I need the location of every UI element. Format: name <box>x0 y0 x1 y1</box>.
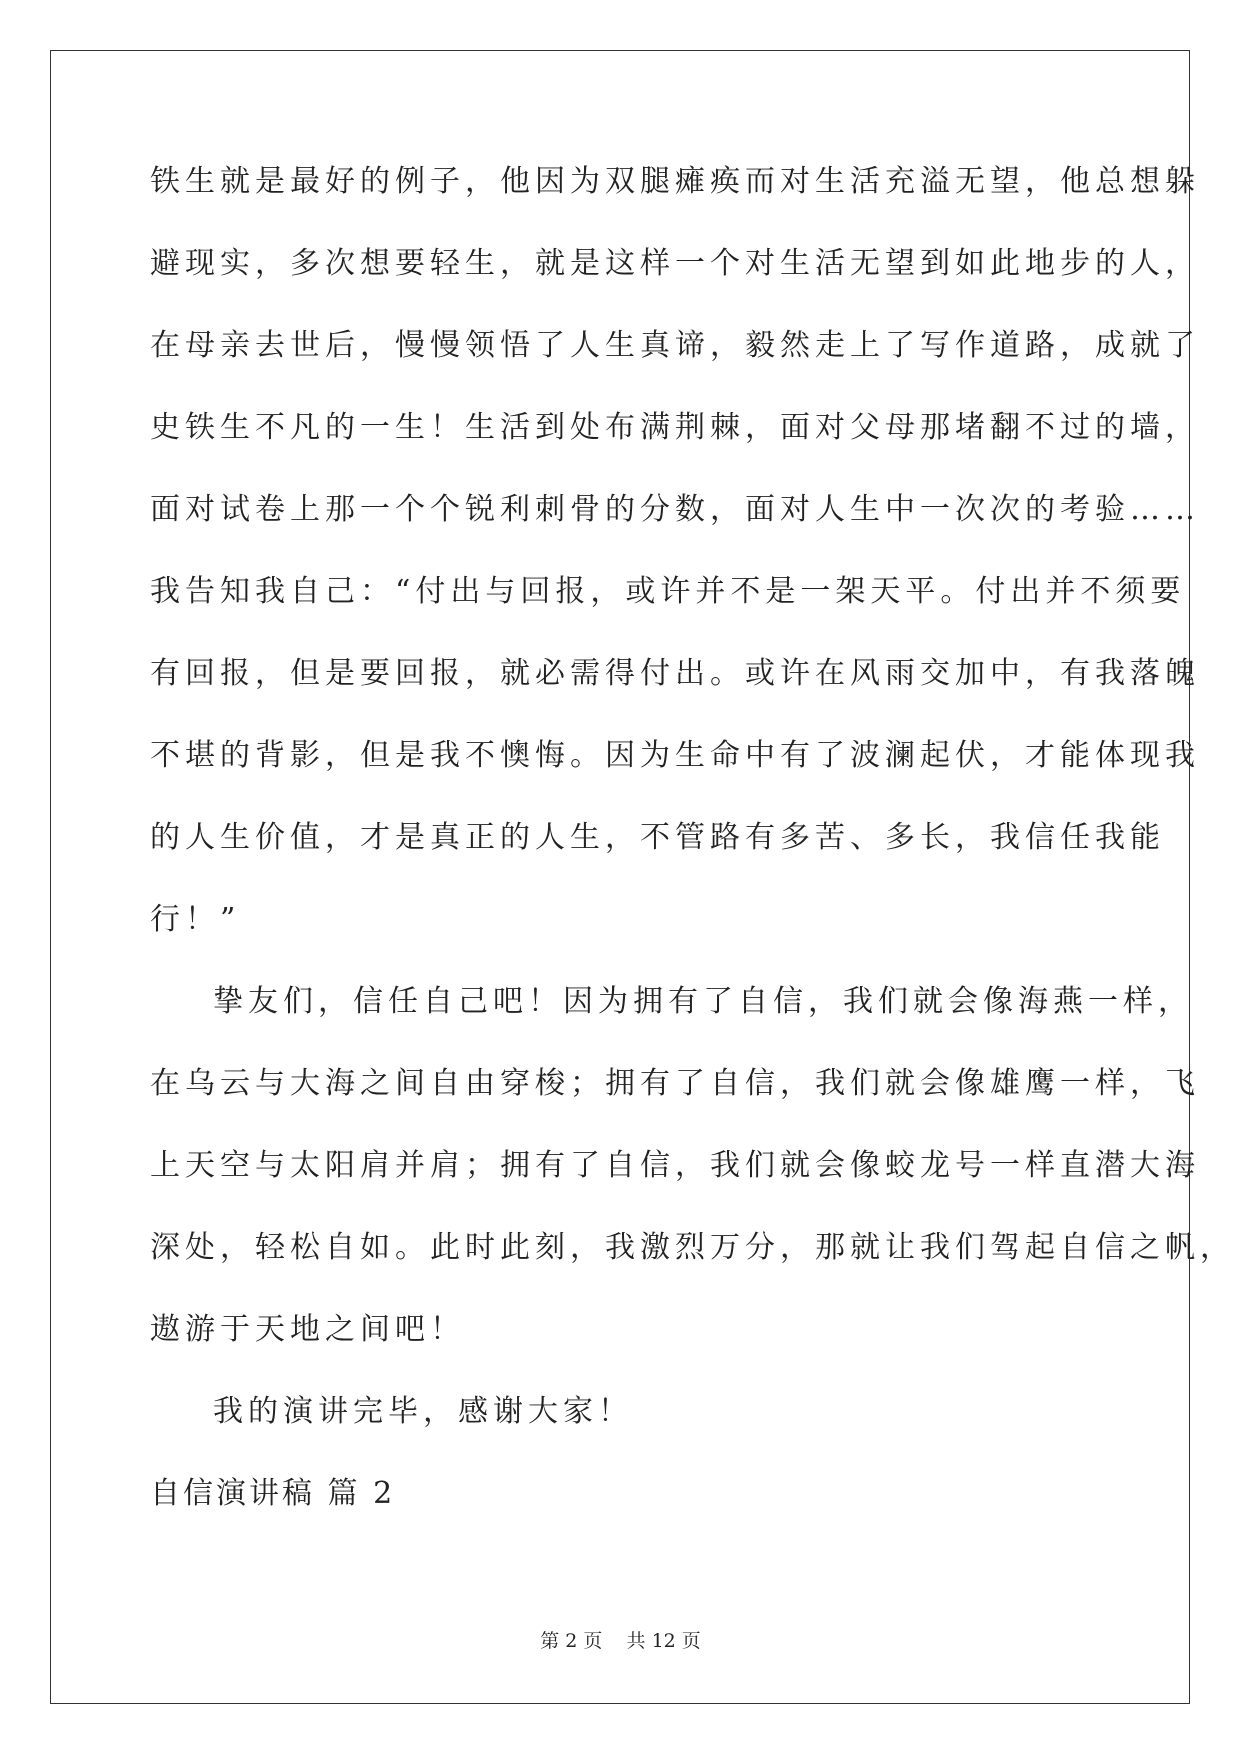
page-footer: 第 2 页 共 12 页 <box>540 1630 701 1652</box>
text-line: 上天空与太阳肩并肩；拥有了自信，我们就会像蛟龙号一样直潜大海 <box>150 1148 1200 1183</box>
text-line: 铁生就是最好的例子，他因为双腿瘫痪而对生活充溢无望，他总想躲 <box>150 164 1200 199</box>
text-line: 有回报，但是要回报，就必需得付出。或许在风雨交加中，有我落魄 <box>150 656 1200 691</box>
text-line: 深处，轻松自如。此时此刻，我激烈万分，那就让我们驾起自信之帆， <box>150 1230 1235 1265</box>
section-title: 自信演讲稿 篇 2 <box>150 1476 396 1511</box>
text-line: 行！” <box>150 902 241 937</box>
text-line: 我告知我自己：“付出与回报，或许并不是一架天平。付出并不须要 <box>150 574 1186 609</box>
text-line: 面对试卷上那一个个锐利刺骨的分数，面对人生中一次次的考验…… <box>150 492 1200 527</box>
text-line: 避现实，多次想要轻生，就是这样一个对生活无望到如此地步的人， <box>150 246 1200 281</box>
text-line: 的人生价值，才是真正的人生，不管路有多苦、多长，我信任我能 <box>150 820 1165 855</box>
text-line: 史铁生不凡的一生！生活到处布满荆棘，面对父母那堵翻不过的墙， <box>150 410 1200 445</box>
text-line: 在母亲去世后，慢慢领悟了人生真谛，毅然走上了写作道路，成就了 <box>150 328 1200 363</box>
text-line: 遨游于天地之间吧！ <box>150 1312 465 1347</box>
text-line: 在乌云与大海之间自由穿梭；拥有了自信，我们就会像雄鹰一样，飞 <box>150 1066 1200 1101</box>
text-line: 我的演讲完毕，感谢大家！ <box>213 1394 633 1429</box>
text-line: 挚友们，信任自己吧！因为拥有了自信，我们就会像海燕一样， <box>213 984 1193 1019</box>
text-line: 不堪的背影，但是我不懊悔。因为生命中有了波澜起伏，才能体现我 <box>150 738 1200 773</box>
document-body <box>150 160 1235 1554</box>
